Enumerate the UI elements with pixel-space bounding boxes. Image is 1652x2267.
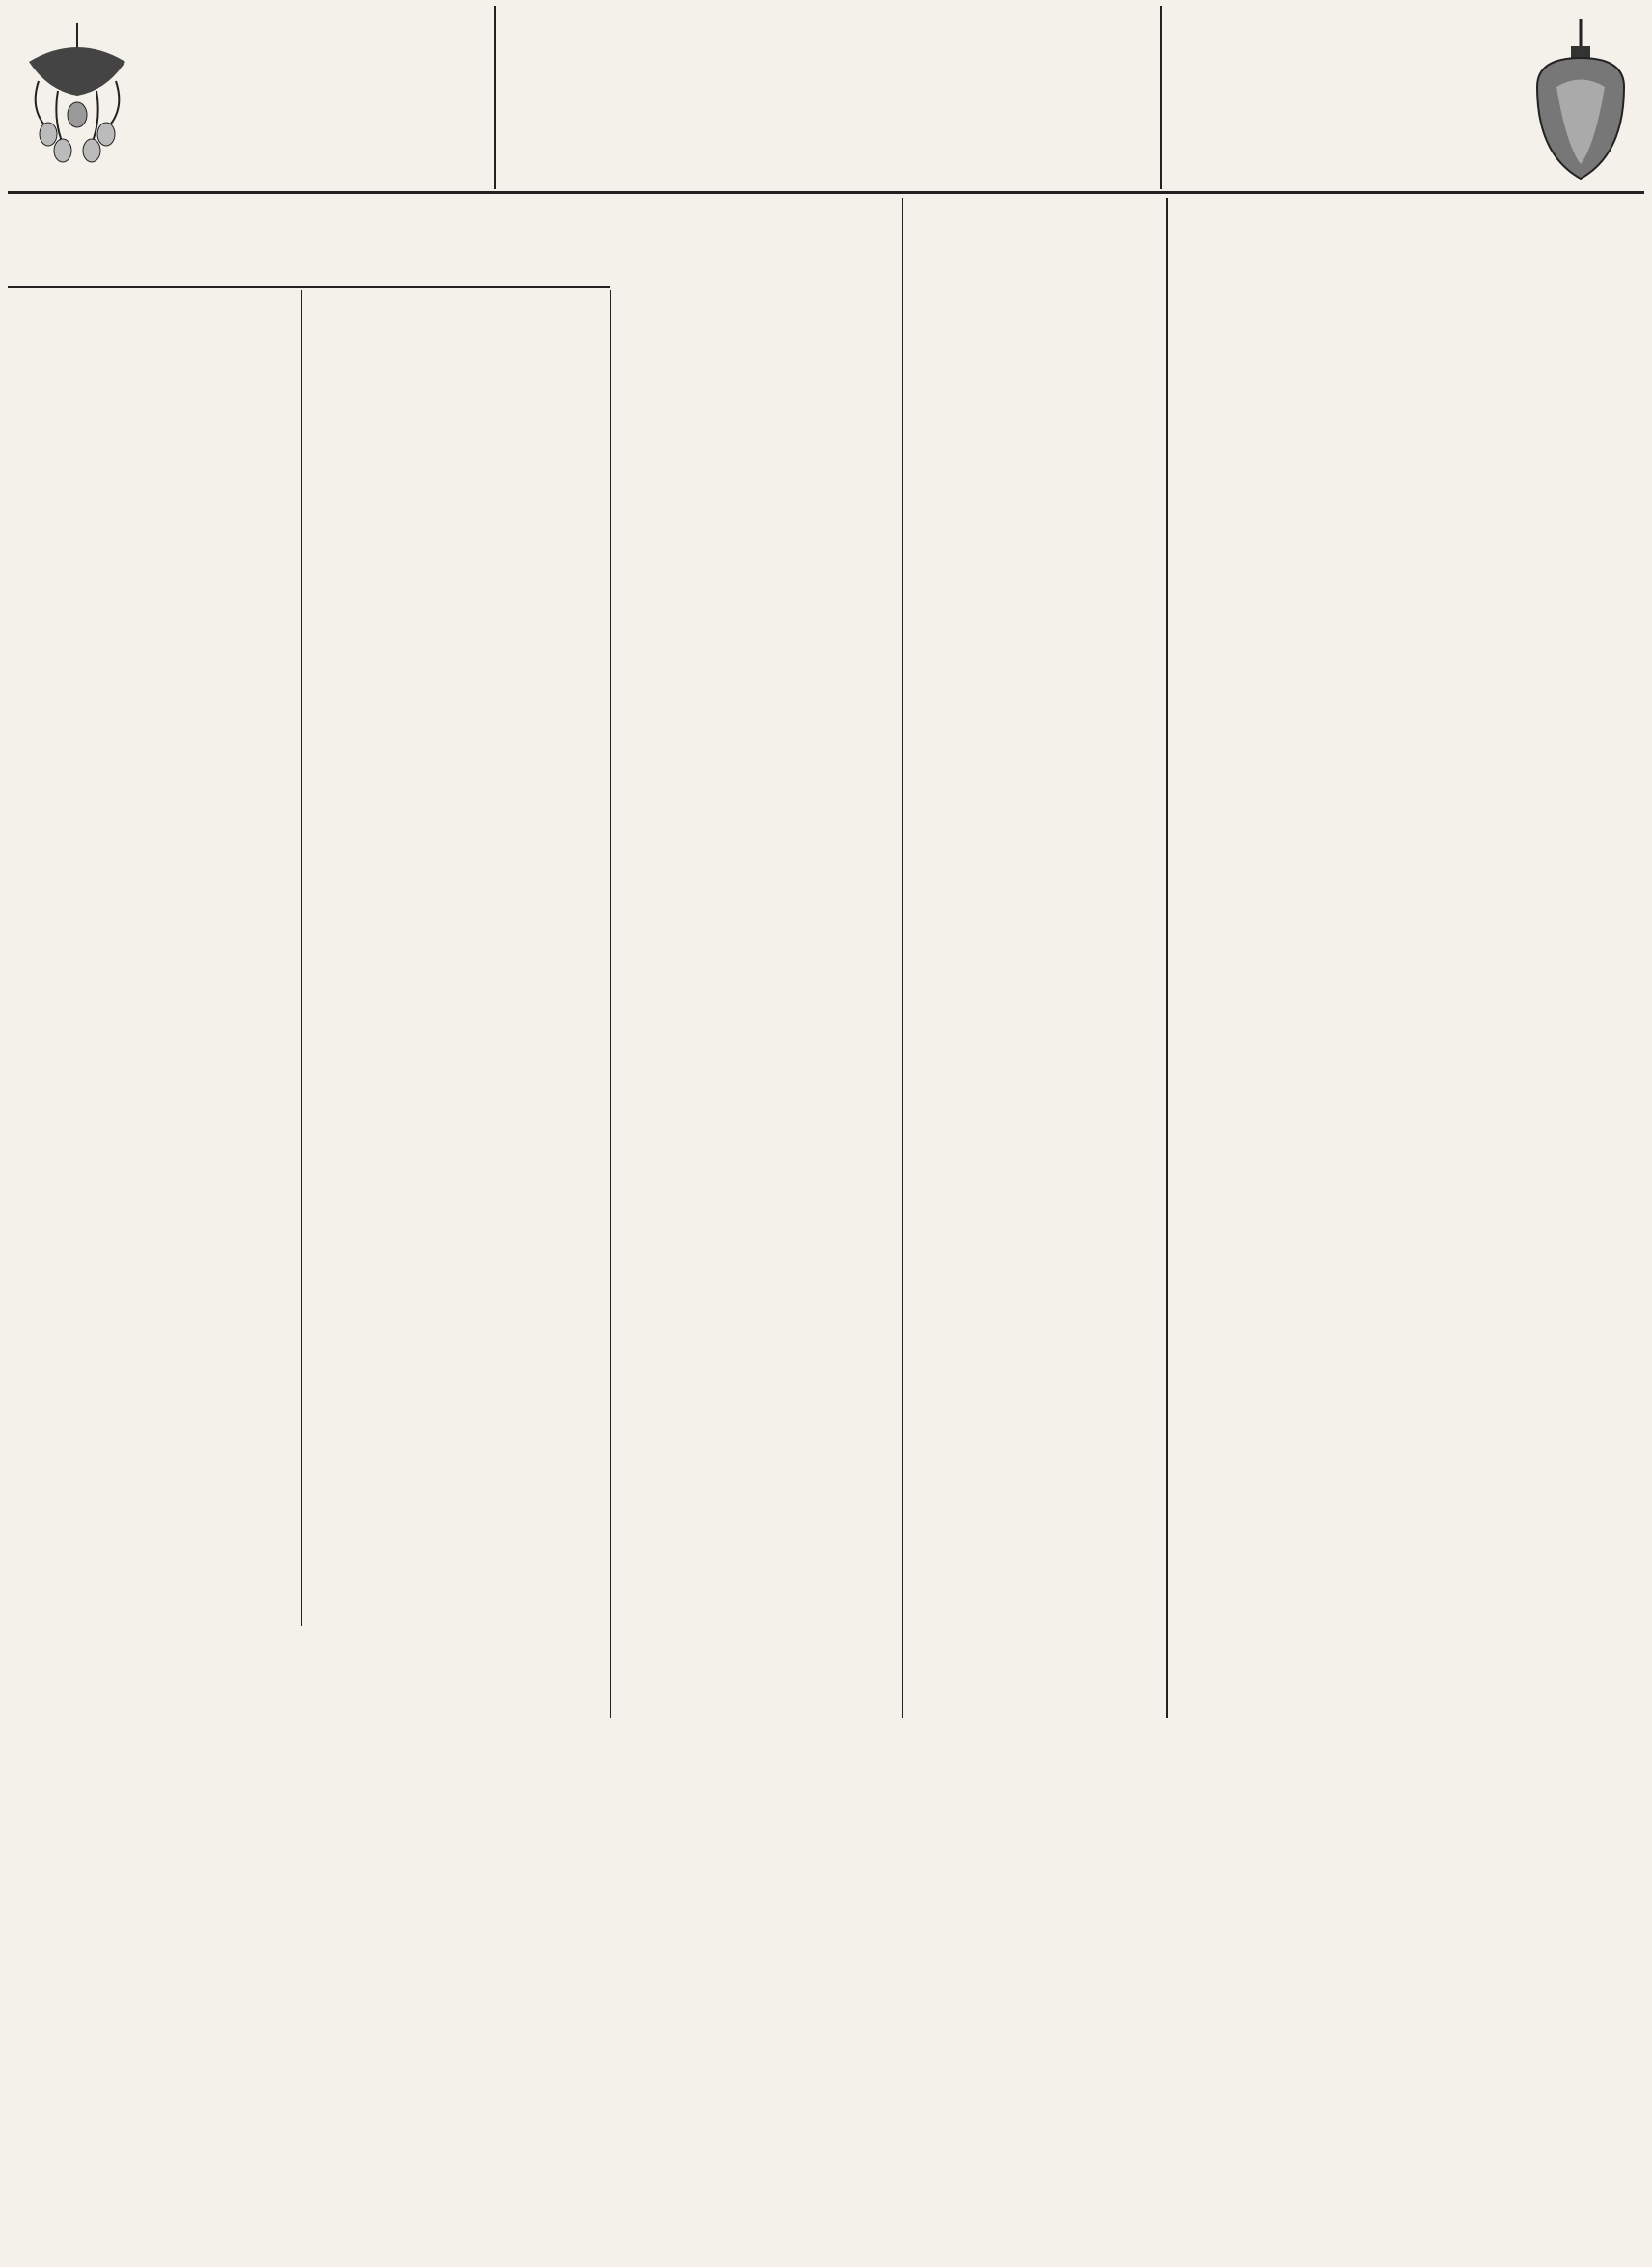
header-right-block <box>1166 6 1648 187</box>
header-divider-1 <box>494 6 496 189</box>
main-headline <box>8 198 606 285</box>
masthead-block <box>500 2 1156 187</box>
header-bottom-rule <box>8 191 1644 194</box>
header-divider-2 <box>1160 6 1162 189</box>
col1-article <box>10 293 297 1625</box>
col4-block <box>618 201 897 1716</box>
column-rule-2 <box>610 290 611 1718</box>
lamp-illustration-right <box>1518 19 1643 183</box>
column-rule-1 <box>301 290 302 1626</box>
column-rule-4 <box>1166 198 1168 1718</box>
lamp-illustration-left <box>10 23 145 168</box>
header-left-block <box>8 6 490 187</box>
column-rule-3 <box>902 198 903 1718</box>
col2-article <box>307 293 606 1625</box>
headline-rule <box>8 286 610 288</box>
